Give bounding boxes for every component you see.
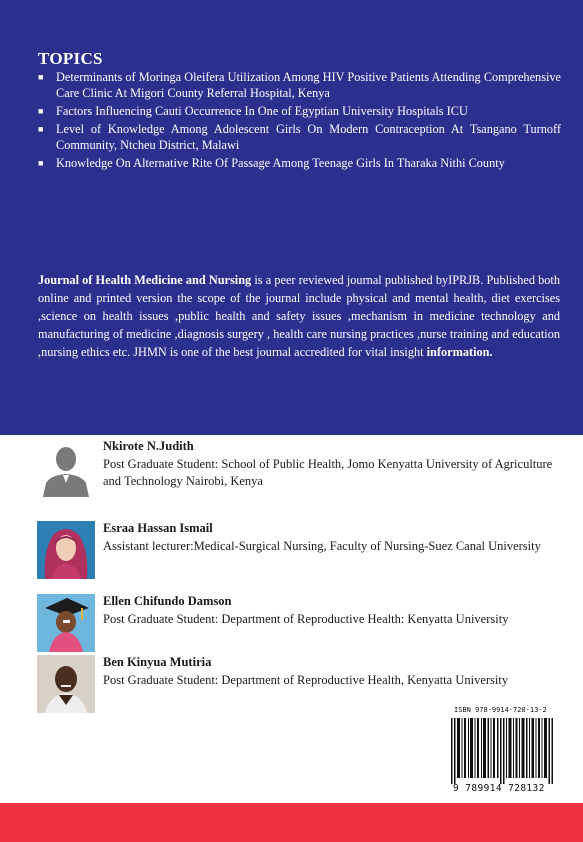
author-photo	[37, 521, 95, 579]
author-affiliation: Post Graduate Student: School of Public Health, Jomo Kenyatta University of Agriculture and Technology Nairobi, Kenya	[103, 457, 553, 488]
bullet-icon: ■	[38, 124, 44, 134]
topic-text: Level of Knowledge Among Adolescent Girls On Modern Contraception At Tsangano Turnoff Community, Ntcheu District, Malawi	[56, 122, 561, 152]
journal-description	[38, 271, 560, 361]
journal-description-body: is a peer reviewed journal published byIPRJB. Published both online and printed version the scope of the journal include physical and mental health, diet exercises ,science on health issues ,public health and safety issues ,mechanism in medicine technology and manufacturing of medicine ,diagnosis surgery , health care nursing practices ,nurse training and education ,nursing ethics etc. JHMN is one of the best journal accredited for vital insight	[38, 273, 560, 359]
author-photo	[37, 655, 95, 713]
topic-text: Knowledge On Alternative Rite Of Passage Among Teenage Girls In Tharaka Nithi County	[56, 156, 505, 170]
author-entry	[37, 439, 562, 499]
author-name: Ben Kinyua Mutiria	[103, 655, 212, 669]
topic-item	[38, 155, 561, 171]
bullet-icon: ■	[38, 158, 44, 168]
isbn-digits: 9 789914 728132	[453, 783, 545, 794]
author-entry	[37, 594, 562, 654]
author-affiliation: Post Graduate Student: Department of Reproductive Health, Kenyatta University	[103, 673, 509, 687]
bullet-icon: ■	[38, 72, 44, 82]
bullet-icon: ■	[38, 106, 44, 116]
topic-text: Determinants of Moringa Oleifera Utilization Among HIV Positive Patients Attending Comprehensive Care Clinic At Migori County Referral Hospital, Kenya	[56, 70, 561, 100]
topic-item	[38, 69, 561, 101]
journal-name: Journal of Health Medicine and Nursing	[38, 273, 252, 287]
bottom-color-band	[0, 803, 583, 842]
topics-list	[38, 69, 561, 173]
author-name: Esraa Hassan Ismail	[103, 521, 213, 535]
author-name: Nkirote N.Judith	[103, 439, 194, 453]
topic-item	[38, 103, 561, 119]
author-photo	[37, 594, 95, 652]
barcode-icon	[447, 718, 559, 784]
topics-heading: TOPICS	[38, 49, 103, 68]
isbn-label: ISBN 978-9914-728-13-2	[454, 706, 547, 714]
author-entry	[37, 521, 562, 581]
journal-description-end: information.	[426, 345, 493, 359]
topic-text: Factors Influencing Cauti Occurrence In One of Egyptian University Hospitals ICU	[56, 104, 468, 118]
topic-item	[38, 121, 561, 153]
avatar-placeholder-icon	[37, 439, 95, 497]
author-affiliation: Post Graduate Student: Department of Reproductive Health: Kenyatta University	[103, 612, 509, 626]
author-affiliation: Assistant lecturer:Medical-Surgical Nursing, Faculty of Nursing-Suez Canal University	[103, 539, 541, 553]
author-name: Ellen Chifundo Damson	[103, 594, 232, 608]
